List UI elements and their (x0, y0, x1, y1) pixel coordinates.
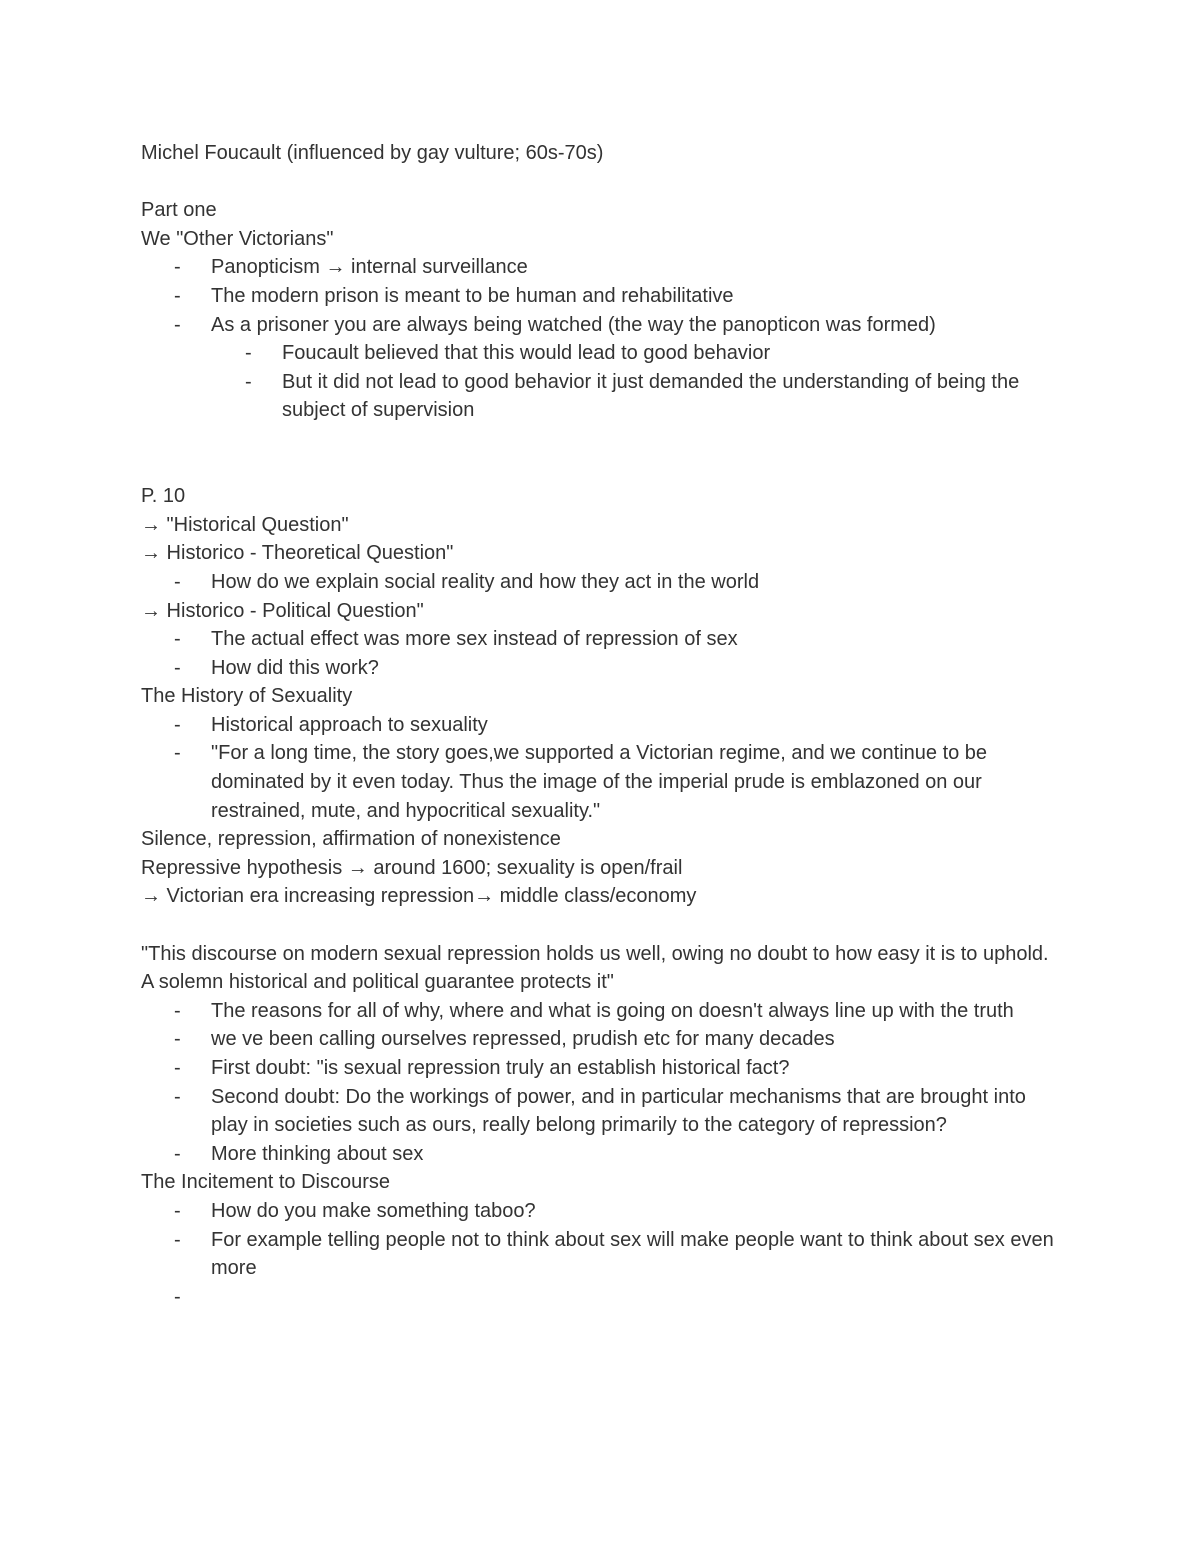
list-item-text: Second doubt: Do the workings of power, and in particular mechanisms that are brought into play in societies such as ours, really belong primarily to the category of repression? (211, 1085, 1026, 1137)
bullet-dash: - (174, 628, 181, 651)
list-item-text: we ve been calling ourselves repressed, prudish etc for many decades (211, 1028, 835, 1051)
bullet-dash: - (245, 370, 252, 393)
list-item-text: Foucault believed that this would lead to good behavior (282, 342, 771, 365)
blank-line (141, 454, 1061, 483)
list-item-text: "For a long time, the story goes,we supported a Victorian regime, and we continue to be dominated by it even today. Thus the image of the imperial prude is emblazoned on our restrained, mute, and hypocritical sexuality." (211, 742, 988, 822)
list-item (141, 739, 1061, 825)
list-item-text: The modern prison is meant to be human and rehabilitative (211, 284, 734, 307)
bullet-dash: - (174, 713, 181, 736)
list-item (141, 311, 1061, 340)
bullet-dash: - (174, 742, 181, 765)
list-item-text: How did this work? (211, 656, 379, 679)
blank-line (141, 168, 1061, 197)
bullet-dash: - (174, 1085, 181, 1108)
bullet-dash: - (174, 1199, 181, 1222)
sub-list-item (141, 368, 1061, 425)
list-item (141, 282, 1061, 311)
question-political: → Historico - Political Question" (141, 599, 424, 622)
bullet-dash: - (174, 1057, 181, 1079)
list-item (141, 1083, 1061, 1140)
section-heading-incitement: The Incitement to Discourse (141, 1171, 390, 1194)
document-title: Michel Foucault (influenced by gay vulture; 60s-70s) (141, 142, 604, 164)
text-line: Silence, repression, affirmation of nonexistence (141, 828, 561, 851)
list-item-text: As a prisoner you are always being watched (the way the panopticon was formed) (211, 313, 936, 336)
list-item (141, 1226, 1061, 1283)
list-item-text: First doubt: "is sexual repression truly an establish historical fact? (211, 1057, 790, 1079)
list-item-text: Historical approach to sexuality (211, 713, 488, 736)
bullet-dash: - (174, 313, 181, 336)
list-item (141, 711, 1061, 740)
bullet-dash: - (174, 656, 181, 679)
blank-line (141, 425, 1061, 454)
list-item-text: More thinking about sex (211, 1142, 424, 1165)
bullet-dash: - (174, 1228, 181, 1251)
list-item-text: For example telling people not to think about sex will make people want to think about sex even more (211, 1228, 1054, 1280)
text-line: → Victorian era increasing repression→ middle class/economy (141, 885, 697, 908)
section-subheading: We "Other Victorians" (141, 227, 334, 250)
bullet-dash: - (174, 570, 181, 593)
sub-list-item (141, 339, 1061, 368)
discourse-quote: "This discourse on modern sexual repression holds us well, owing no doubt to how easy it is to uphold. A solemn historical and political guarantee protects it" (141, 942, 1049, 994)
list-item (141, 1140, 1061, 1169)
list-item (141, 253, 1061, 282)
list-item (141, 568, 1061, 597)
list-item-text: The actual effect was more sex instead of repression of sex (211, 628, 738, 651)
list-item-text: How do you make something taboo? (211, 1199, 536, 1222)
section-heading-part-one: Part one (141, 199, 217, 222)
section-heading-history: The History of Sexuality (141, 685, 353, 708)
list-item-text: How do we explain social reality and how they act in the world (211, 570, 760, 593)
bullet-dash: - (174, 256, 181, 279)
list-item-text: But it did not lead to good behavior it just demanded the understanding of being the subject of supervision (282, 370, 1020, 422)
list-item (141, 1054, 1061, 1083)
list-item-text: Panopticism → internal surveillance (211, 256, 528, 279)
bullet-dash: - (174, 1028, 181, 1051)
document-body (141, 139, 1061, 1311)
bullet-dash: - (174, 1142, 181, 1165)
list-item (141, 654, 1061, 683)
page-reference: P. 10 (141, 485, 186, 508)
list-item (141, 1197, 1061, 1226)
list-item (141, 625, 1061, 654)
question-theoretical: → Historico - Theoretical Question" (141, 542, 454, 565)
text-line: Repressive hypothesis → around 1600; sexuality is open/frail (141, 856, 683, 879)
list-item-empty (141, 1283, 1061, 1312)
list-item-text: The reasons for all of why, where and what is going on doesn't always line up with the truth (211, 999, 1014, 1022)
list-item (141, 1025, 1061, 1054)
bullet-dash: - (174, 1285, 181, 1308)
question-historical: → "Historical Question" (141, 513, 349, 536)
bullet-dash: - (174, 999, 181, 1022)
list-item (141, 997, 1061, 1026)
blank-line (141, 911, 1061, 940)
bullet-dash: - (245, 342, 252, 365)
bullet-dash: - (174, 284, 181, 307)
